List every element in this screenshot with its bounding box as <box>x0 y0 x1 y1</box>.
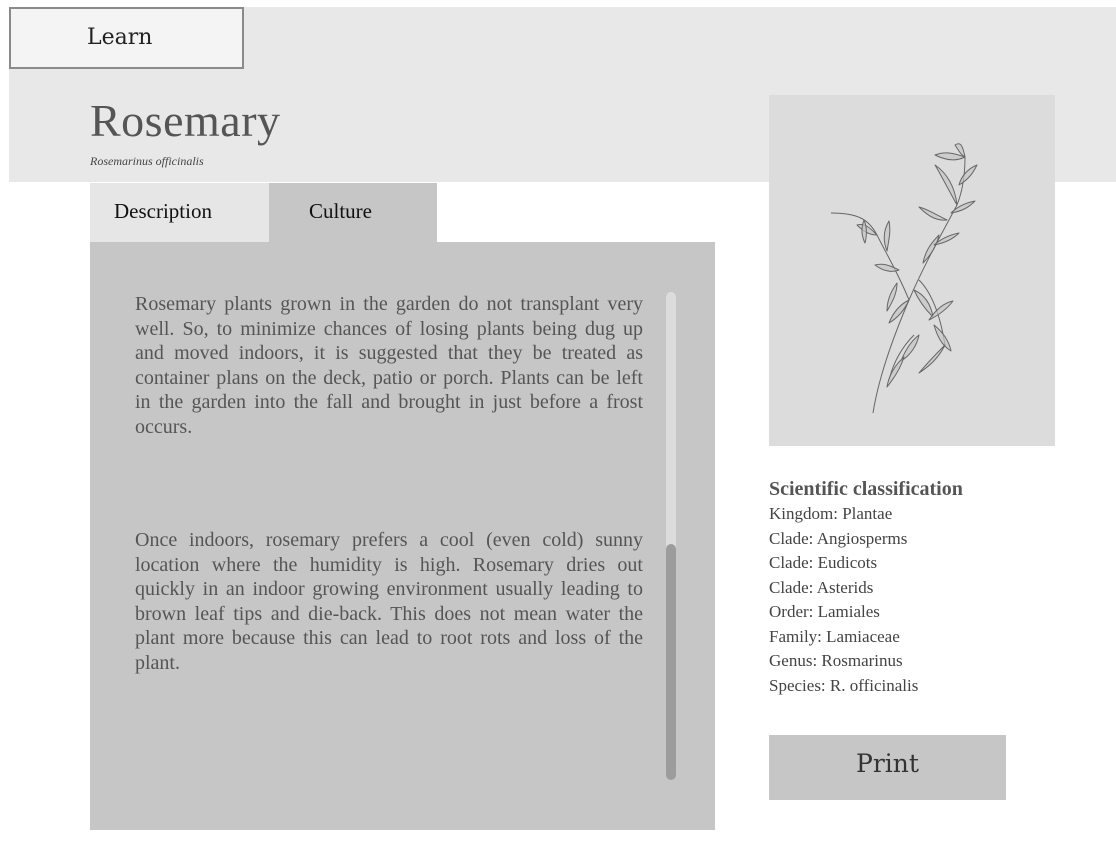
scrollbar-track[interactable] <box>666 292 676 780</box>
scientific-classification <box>769 476 1069 698</box>
scientific-name: Rosemarinus officinalis <box>90 154 204 168</box>
rosemary-sprig-icon <box>769 95 1055 446</box>
learn-tab-label: Learn <box>87 25 153 50</box>
classification-item: Genus: Rosmarinus <box>769 651 903 670</box>
classification-item: Family: Lamiaceae <box>769 626 900 646</box>
tab-culture[interactable] <box>269 183 437 242</box>
classification-item: Order: Lamiales <box>769 602 880 621</box>
page-title: Rosemary <box>90 95 281 146</box>
tab-culture-label: Culture <box>309 199 372 223</box>
tab-description-label: Description <box>114 199 212 223</box>
classification-heading: Scientific classification <box>769 478 963 500</box>
content-panel <box>90 242 715 830</box>
content-paragraph: Once indoors, rosemary prefers a cool (even cold) sunny location where the humidity is high. Rosemary dries out quickly in an indoor growing environment usually leading to brown leaf tips and die-back. This does not mean water the plant more because this can lead to root rots and loss of the plant. <box>135 529 643 674</box>
print-button-label: Print <box>856 749 919 778</box>
content-paragraph: Rosemary plants grown in the garden do not transplant very well. So, to minimize chances of losing plants being dug up and moved indoors, it is suggested that they be treated as container plans on the deck, patio or porch. Plants can be left in the garden into the fall and brought in just before a frost occurs. <box>135 293 643 438</box>
classification-item: Species: R. officinalis <box>769 675 919 695</box>
plant-image <box>769 95 1055 446</box>
classification-item: Kingdom: Plantae <box>769 504 893 523</box>
classification-item: Clade: Angiosperms <box>769 528 908 548</box>
tab-description[interactable] <box>90 183 269 242</box>
learn-tab[interactable] <box>9 7 244 69</box>
print-button[interactable] <box>769 735 1006 800</box>
classification-item: Clade: Asterids <box>769 577 874 597</box>
classification-item: Clade: Eudicots <box>769 553 878 572</box>
scrollbar-thumb[interactable] <box>666 544 676 780</box>
